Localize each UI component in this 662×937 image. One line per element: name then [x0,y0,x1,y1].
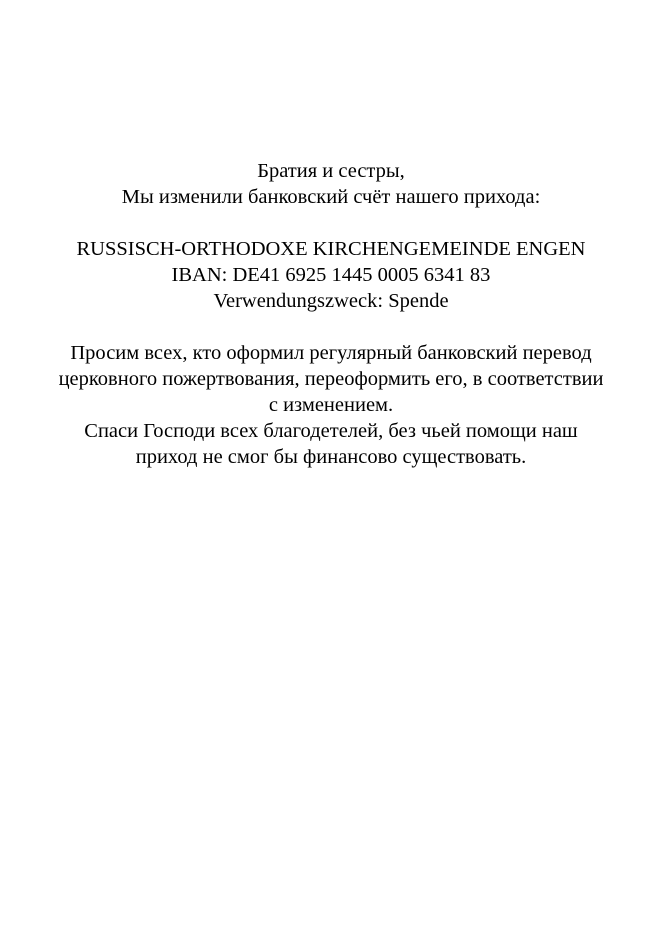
iban-line: IBAN: DE41 6925 1445 0005 6341 83 [171,264,491,286]
blessing-line: приход не смог бы финансово существовать. [135,446,527,468]
payment-purpose-line: Verwendungszweck: Spende [213,290,449,312]
bank-details-paragraph [20,236,642,314]
request-line: церковного пожертвования, переоформить его, в соответствии [58,368,604,390]
request-paragraph [20,340,642,470]
greeting-paragraph [20,158,642,210]
account-change-line: Мы изменили банковский счёт нашего прихода: [121,186,541,208]
account-holder-name: RUSSISCH-ORTHODOXE KIRCHENGEMEINDE ENGEN [76,238,586,260]
blessing-line: Спаси Господи всех благодетелей, без чьей помощи наш [84,420,578,442]
notice-body [20,158,642,470]
request-line: с изменением. [268,394,394,416]
greeting-line: Братия и сестры, [257,160,405,182]
request-line: Просим всех, кто оформил регулярный банковский перевод [70,342,592,364]
